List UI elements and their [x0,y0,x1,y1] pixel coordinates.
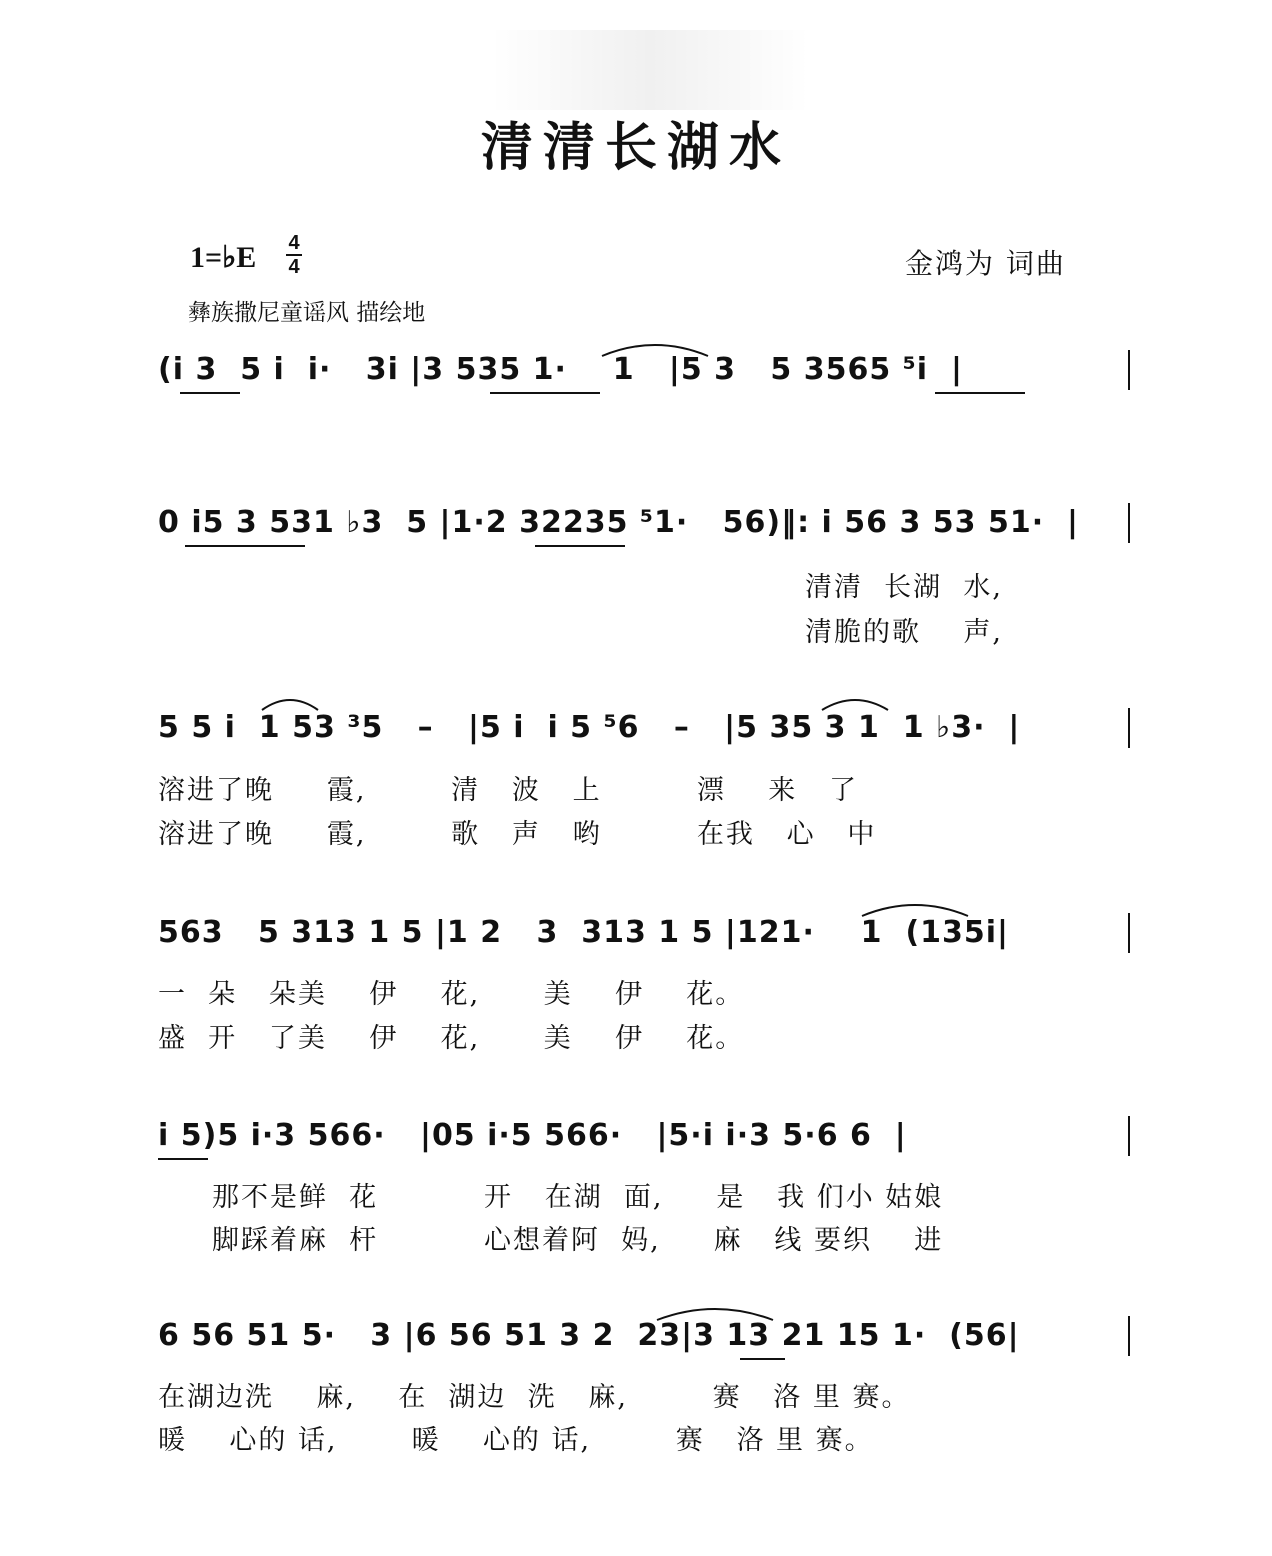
barline [1128,708,1130,748]
beam-underline [740,1358,785,1360]
lyrics-line-2a: 清清 长湖 水, [805,572,1003,603]
lyrics-line-4a: 一 朵 朵美 伊 花, 美 伊 花。 [158,979,745,1010]
barline [1128,913,1130,953]
notation-line-5: i 5)5 i·3 566· |05 i·5 566· |5·i i·3 5·6 6 | [158,1118,907,1153]
notation-line-6: 6 56 51 5· 3 |6 56 51 3 2 23|3 13 21 15 1· (56| [158,1318,1020,1353]
time-signature-bottom: 4 [288,256,300,278]
tie-slur [655,1302,775,1322]
lyrics-line-6a: 在湖边洗 麻, 在 湖边 洗 麻, 赛 洛 里 赛。 [158,1382,911,1413]
song-title: 清清长湖水 [480,117,791,178]
beam-underline [158,1158,208,1160]
notation-line-3: 5 5 i 1 53 ³5 – |5 i i 5 ⁵6 – |5 35 3 1 1 ♭3· | [158,710,1021,745]
lyrics-line-2b: 清脆的歌 声, [805,617,1003,648]
beam-underline [185,545,305,547]
barline [1128,1316,1130,1356]
composer-credit: 金鸿为 词曲 [905,247,1066,280]
tie-slur [260,694,320,712]
lyrics-line-5a: 那不是鲜 花 开 在湖 面, 是 我 们小 姑娘 [212,1182,944,1213]
lyrics-line-4b: 盛 开 了美 伊 花, 美 伊 花。 [158,1023,745,1054]
performance-style-note: 彝族撒尼童谣风 描绘地 [188,300,426,326]
barline [1128,503,1130,543]
lyrics-line-6b: 暖 心的 话, 暖 心的 话, 赛 洛 里 赛。 [158,1425,874,1456]
scan-smudge [490,30,810,110]
lyrics-line-5b: 脚踩着麻 杆 心想着阿 妈, 麻 线 要织 进 [212,1225,944,1256]
beam-underline [180,392,240,394]
tie-slur [860,898,970,918]
key-signature: 1=♭E [190,241,257,274]
beam-underline [535,545,625,547]
beam-underline [935,392,1025,394]
time-signature [286,232,302,278]
tie-slur [600,338,710,358]
notation-line-2: 0 i5 3 531 ♭3 5 |1·2 32235 ⁵1· 56)‖: i 56 3 53 51· | [158,505,1079,540]
notation-line-1: (i 3 5 i i· 3i |3 535 1· 1 |5 3 5 3565 ⁵i | [158,352,963,387]
time-signature-top: 4 [288,232,300,254]
lyrics-line-3b: 溶进了晚 霞, 歌 声 哟 在我 心 中 [158,819,877,850]
barline [1128,350,1130,390]
beam-underline [490,392,600,394]
lyrics-line-3a: 溶进了晚 霞, 清 波 上 漂 来 了 [158,775,858,806]
barline [1128,1116,1130,1156]
notation-line-4: 563 5 313 1 5 |1 2 3 313 1 5 |121· 1 (135i| [158,915,1010,950]
tie-slur [820,694,890,712]
